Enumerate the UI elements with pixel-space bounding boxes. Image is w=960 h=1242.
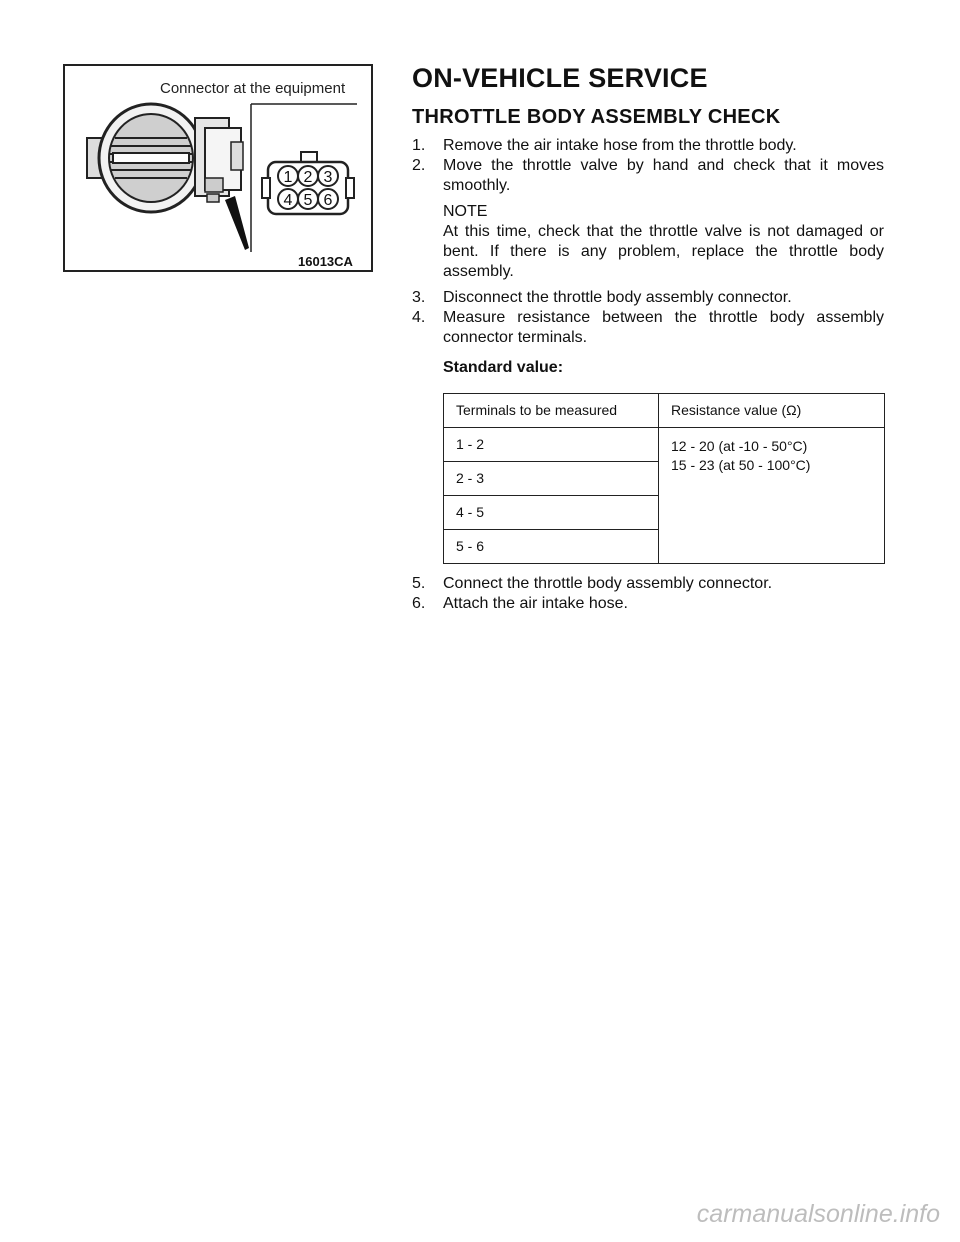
table-header-row xyxy=(444,394,885,428)
resistance-line: 12 - 20 (at -10 - 50°C) xyxy=(671,438,808,454)
step-item xyxy=(412,288,884,308)
standard-value-label: Standard value: xyxy=(443,359,564,376)
figure-code: 16013CA xyxy=(298,254,353,269)
step-item xyxy=(412,308,884,348)
watermark-text: carmanualsonline.info xyxy=(696,1200,940,1228)
step-list xyxy=(412,288,884,348)
section-heading: THROTTLE BODY ASSEMBLY CHECK xyxy=(412,106,781,128)
step-item xyxy=(412,574,884,594)
step-text: Move the throttle valve by hand and check that it moves smoothly. xyxy=(443,157,884,194)
note-block xyxy=(443,202,884,282)
pin-3-label: 3 xyxy=(323,169,333,186)
step-number: 2. xyxy=(412,157,426,174)
note-label: NOTE xyxy=(443,203,488,220)
figure-caption: Connector at the equipment xyxy=(160,80,346,97)
pin-5-label: 5 xyxy=(303,192,313,209)
terminal-cell: 5 - 6 xyxy=(444,530,659,564)
table-row xyxy=(444,428,885,462)
terminal-cell: 1 - 2 xyxy=(444,428,659,462)
terminal-cell: 2 - 3 xyxy=(444,462,659,496)
step-number: 5. xyxy=(412,575,426,592)
pin-6-label: 6 xyxy=(323,192,333,209)
note-text: At this time, check that the throttle valve is not damaged or bent. If there is any problem, replace the throttle body assembly. xyxy=(443,223,884,280)
step-item xyxy=(412,594,884,614)
page-heading: ON-VEHICLE SERVICE xyxy=(412,63,708,93)
step-list xyxy=(412,136,884,196)
pin-2-label: 2 xyxy=(303,169,313,186)
step-number: 6. xyxy=(412,595,426,612)
step-text: Attach the air intake hose. xyxy=(443,595,628,612)
resistance-cell xyxy=(659,428,885,564)
header-resistance: Resistance value (Ω) xyxy=(659,394,885,428)
resistance-table xyxy=(443,393,885,564)
step-number: 1. xyxy=(412,137,426,154)
resistance-line: 15 - 23 (at 50 - 100°C) xyxy=(671,457,811,473)
step-list xyxy=(412,574,884,614)
step-item xyxy=(412,156,884,196)
pin-1-label: 1 xyxy=(283,169,293,186)
step-item xyxy=(412,136,884,156)
header-terminals: Terminals to be measured xyxy=(444,394,659,428)
step-text: Disconnect the throttle body assembly connector. xyxy=(443,289,792,306)
step-number: 3. xyxy=(412,289,426,306)
step-text: Remove the air intake hose from the throttle body. xyxy=(443,137,797,154)
step-text: Connect the throttle body assembly connector. xyxy=(443,575,773,592)
pin-4-label: 4 xyxy=(283,192,293,209)
terminal-cell: 4 - 5 xyxy=(444,496,659,530)
step-text: Measure resistance between the throttle body assembly connector terminals. xyxy=(443,309,884,346)
throttle-body-figure xyxy=(63,64,373,272)
step-number: 4. xyxy=(412,309,426,326)
procedure-section xyxy=(412,60,884,614)
